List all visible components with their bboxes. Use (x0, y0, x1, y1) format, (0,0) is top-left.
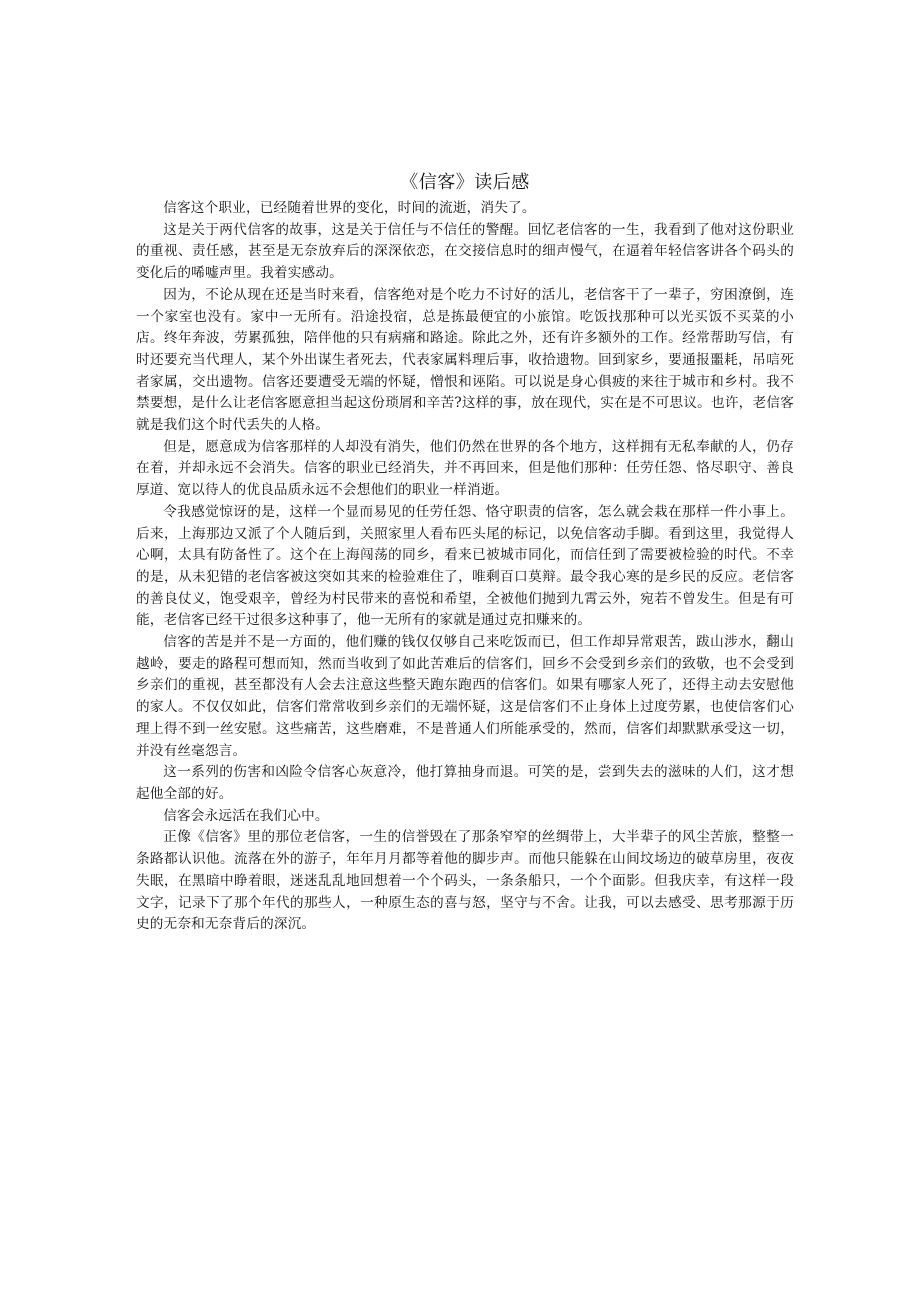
paragraph: 因为，不论从现在还是当时来看，信客绝对是个吃力不讨好的活儿，老信客干了一辈子，穷困潦倒，连一个家室也没有。家中一无所有。沿途投宿，总是拣最便宜的小旅馆。吃饭找那种可以光买饭不买菜的小店。终年奔波，劳累孤独，陪伴他的只有病痛和路途。除此之外，还有许多额外的工作。经常帮助写信，有时还要充当代理人，某个外出谋生者死去，代表家属料理后事，收拾遗物。回到家乡，要通报噩耗，吊唁死者家属，交出遗物。信客还要遭受无端的怀疑，憎恨和诬陷。可以说是身心俱疲的来往于城市和乡村。我不禁要想，是什么让老信客愿意担当起这份琐屑和辛苦?这样的事，放在现代，实在是不可思议。也许，老信客就是我们这个时代丢失的人格。 (136, 286, 794, 434)
document-title: 《信客》读后感 (400, 172, 530, 193)
paragraph: 令我感觉惊讶的是，这样一个显而易见的任劳任怨、恪守职责的信客，怎么就会栽在那样一件小事上。后来，上海那边又派了个人随后到，关照家里人看布匹头尾的标记，以免信客动手脚。看到这里，我觉得人心啊，太具有防备性了。这个在上海闯荡的同乡，看来已被城市同化，而信任到了需要被检验的时代。不幸的是，从未犯错的老信客被这突如其来的检验难住了，唯剩百口莫辩。最令我心寒的是乡民的反应。老信客的善良仗义，饱受艰辛，曾经为村民带来的喜悦和希望，全被他们抛到九霄云外，宛若不曾发生。但是有可能，老信客已经干过很多这种事了，他一无所有的家就是通过克扣赚来的。 (136, 503, 794, 629)
paragraph: 信客这个职业，已经随着世界的变化，时间的流逝，消失了。 (163, 200, 536, 216)
paragraph: 信客会永远活在我们心中。 (163, 807, 329, 824)
document-page (136, 170, 794, 936)
document-body (136, 198, 794, 936)
paragraph: 但是，愿意成为信客那样的人却没有消失，他们仍然在世界的各个地方，这样拥有无私奉献的人，仍存在着，并却永远不会消失。信客的职业已经消失，并不再回来，但是他们那种：任劳任怨、恪尽职守、善良厚道、宽以待人的优良品质永远不会想他们的职业一样消逝。 (136, 438, 794, 499)
paragraph: 信客的苦是并不是一方面的，他们赚的钱仅仅够自己来吃饭而已，但工作却异常艰苦，跋山涉水，翻山越岭，要走的路程可想而知，然而当收到了如此苦难后的信客们，回乡不会受到乡亲们的致敬，也不会受到乡亲们的重视，甚至都没有人会去注意这些整天跑东跑西的信客们。如果有哪家人死了，还得主动去安慰他的家人。不仅仅如此，信客们常常收到乡亲们的无端怀疑，这是信客们不止身体上过度劳累，也使信客们心理上得不到一丝安慰。这些痛苦，这些磨难，不是普通人们所能承受的，然而，信客们却默默承受这一切，并没有丝毫怨言。 (136, 634, 794, 759)
paragraph: 正像《信客》里的那位老信客，一生的信誉毁在了那条窄窄的丝绸带上，大半辈子的风尘苦旅，整整一条路都认识他。流落在外的游子，年年月月都等着他的脚步声。而他只能躲在山间坟场边的破草房里，夜夜失眠，在黑暗中睁着眼，迷迷乱乱地回想着一个个码头，一条条船只，一个个面影。但我庆幸，有这样一段文字，记录下了那个年代的那些人，一种原生态的喜与怒，坚守与不舍。让我，可以去感受、思考那源于历史的无奈和无奈背后的深沉。 (136, 829, 794, 933)
paragraph: 这一系列的伤害和凶险令信客心灰意冷，他打算抽身而退。可笑的是，尝到失去的滋味的人们，这才想起他全部的好。 (136, 764, 794, 802)
paragraph: 这是关于两代信客的故事，这是关于信任与不信任的警醒。回忆老信客的一生，我看到了他对这份职业的重视、责任感，甚至是无奈放弃后的深深依恋，在交接信息时的细声慢气，在逼着年轻信客讲各个码头的变化后的唏嘘声里。我着实感动。 (136, 221, 794, 282)
